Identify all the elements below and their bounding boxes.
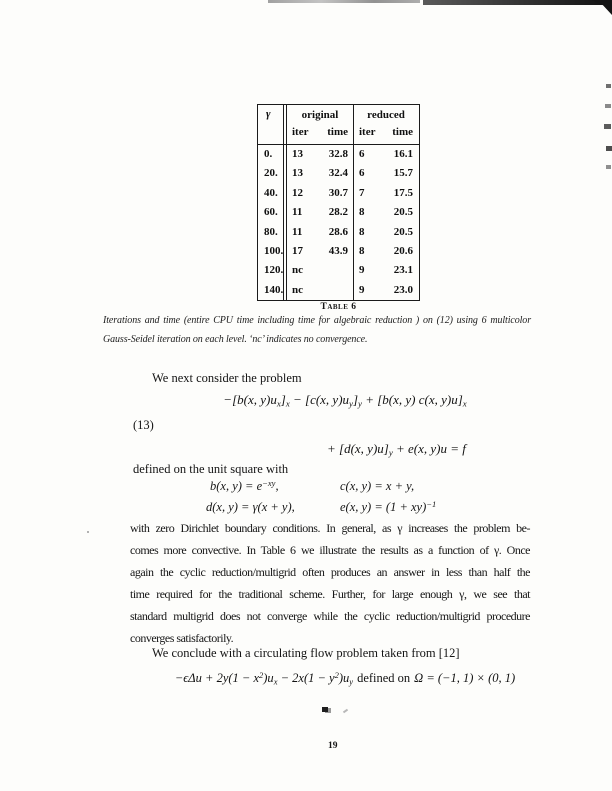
page-number: 19 (328, 741, 338, 751)
red-iter-cell: 8 (353, 223, 384, 242)
red-time-cell: 20.5 (393, 225, 413, 238)
orig-iter-cell: 17 (292, 244, 303, 257)
scan-artifact-speck (605, 104, 611, 108)
defined-on-line: defined on the unit square with (133, 462, 289, 476)
orig-time-cell: 32.4 (328, 167, 348, 180)
table-row (258, 145, 419, 164)
red-iter-cell: 7 (353, 184, 384, 203)
orig-time-cell: 28.2 (328, 206, 348, 219)
table-caption-line1: Iterations and time (entire CPU time including time for algebraic reduction ) on (12) using 6 multicolor (103, 315, 531, 326)
gamma-cell: 60. (258, 203, 287, 222)
orig-time-cell (317, 281, 353, 300)
scan-artifact-speck (606, 165, 611, 169)
definition-e: e(x, y) = (1 + xy)$^{-1}$ (340, 499, 437, 514)
header-time: time (392, 126, 413, 138)
results-table-header (258, 105, 419, 145)
red-time-cell: 17.5 (393, 186, 413, 199)
red-iter-cell: 6 (353, 145, 384, 164)
paragraph-intro: We next consider the problem (152, 371, 302, 385)
header-reduced: reduced (353, 105, 418, 126)
results-table (257, 104, 420, 301)
table-row (258, 242, 419, 261)
scan-artifact-ink-mark (343, 709, 348, 714)
equation-13-label: (13) (133, 418, 154, 432)
header-iter: iter (292, 126, 309, 138)
scan-artifact-top-band (268, 0, 420, 3)
gamma-cell: 140. (258, 281, 287, 300)
red-time-cell: 20.6 (393, 244, 413, 257)
equation-final-math: $-\epsilon\Delta u + 2y(1 - x^2)u_x - 2x(1 - y^2)u_y$ (174, 670, 354, 687)
paragraph-discussion (130, 517, 530, 649)
orig-iter-cell: 13 (292, 167, 303, 180)
red-iter-cell: 8 (353, 242, 384, 261)
table-row (258, 203, 419, 222)
scan-artifact-margin-dot (87, 531, 89, 533)
table-row (258, 261, 419, 280)
red-iter-cell: 8 (353, 203, 384, 222)
equation-final (120, 671, 570, 686)
orig-time-cell: 30.7 (328, 186, 348, 199)
gamma-cell: 40. (258, 184, 287, 203)
orig-iter-cell: 11 (292, 206, 303, 219)
red-time-cell: 23.0 (393, 283, 413, 296)
header-time: time (327, 126, 348, 138)
paragraph-line: standard multigrid does not converge while the cyclic reduction/multigrid procedure (130, 609, 530, 623)
gamma-cell: 120. (258, 261, 287, 280)
equation-13-line2: + [d(x, $y)u]_y + e(x$, y)u = f (327, 441, 466, 458)
equation-final-text: defined on (357, 671, 411, 685)
scan-artifact-speck (606, 146, 612, 151)
paragraph-line: time required for the traditional scheme. Further, for large enough γ, we see that (130, 587, 530, 601)
paragraph-line: again the cyclic reduction/multigrid often produces an answer in less than half the (130, 565, 530, 579)
scan-artifact-speck (604, 124, 611, 129)
red-time-cell: 15.7 (393, 167, 413, 180)
red-time-cell: 16.1 (393, 148, 413, 160)
red-iter-cell: 6 (353, 164, 384, 183)
table-row (258, 223, 419, 242)
red-time-cell: 20.5 (393, 206, 413, 219)
table-row (258, 281, 419, 300)
gamma-cell: 20. (258, 164, 287, 183)
orig-iter-cell: nc (292, 283, 303, 296)
scan-artifact-top-band (423, 0, 612, 5)
table-row (258, 184, 419, 203)
red-iter-cell: 9 (353, 261, 384, 280)
gamma-cell: 80. (258, 223, 287, 242)
orig-iter-cell: 12 (292, 186, 303, 199)
table-row (258, 164, 419, 183)
header-iter: iter (353, 126, 384, 144)
orig-time-cell (317, 261, 353, 280)
gamma-cell: 100. (258, 242, 287, 261)
scan-artifact-speck (606, 84, 611, 88)
red-time-cell: 23.1 (393, 264, 413, 277)
table-caption (103, 311, 531, 349)
equation-13-line1: −[b(x, $y)u_x]_x - [c(x$, $y)u_y]_y + [b(x$, y) c(x, $y)u]_x$ (223, 392, 467, 409)
red-iter-cell: 9 (353, 281, 384, 300)
paragraph-line: with zero Dirichlet boundary conditions. In general, as γ increases the problem be- (130, 521, 530, 535)
orig-time-cell: 32.8 (328, 148, 348, 160)
orig-iter-cell: 13 (292, 148, 303, 160)
orig-iter-cell: nc (292, 264, 303, 277)
equation-final-domain: Ω = (−1, 1) × (0, 1) (414, 671, 516, 685)
paragraph-line: comes more convective. In Table 6 we illustrate the results as a function of γ. Once (130, 543, 530, 557)
paragraph-conclusion: We conclude with a circulating flow problem taken from [12] (152, 646, 460, 660)
scan-artifact-ink-dot (322, 707, 328, 712)
table-caption-line2: Gauss-Seidel iteration on each level. ‘nc’ indicates no convergence. (103, 334, 368, 345)
orig-time-cell: 43.9 (328, 244, 348, 257)
orig-time-cell: 28.6 (328, 225, 348, 238)
definition-d: d(x, y) = γ(x + y), (206, 500, 295, 514)
header-original: original (301, 109, 339, 121)
table-label: Table 6 (320, 302, 357, 312)
paragraph-line: converges satisfactorily. (130, 631, 234, 645)
header-gamma: γ (258, 105, 287, 144)
orig-iter-cell: 11 (292, 225, 303, 238)
results-table-body (258, 145, 419, 300)
definition-b: b(x, $y) = e^{-xy}$, (210, 478, 279, 493)
gamma-cell: 0. (258, 145, 287, 164)
definition-c: c(x, y) = x + y, (340, 479, 415, 493)
